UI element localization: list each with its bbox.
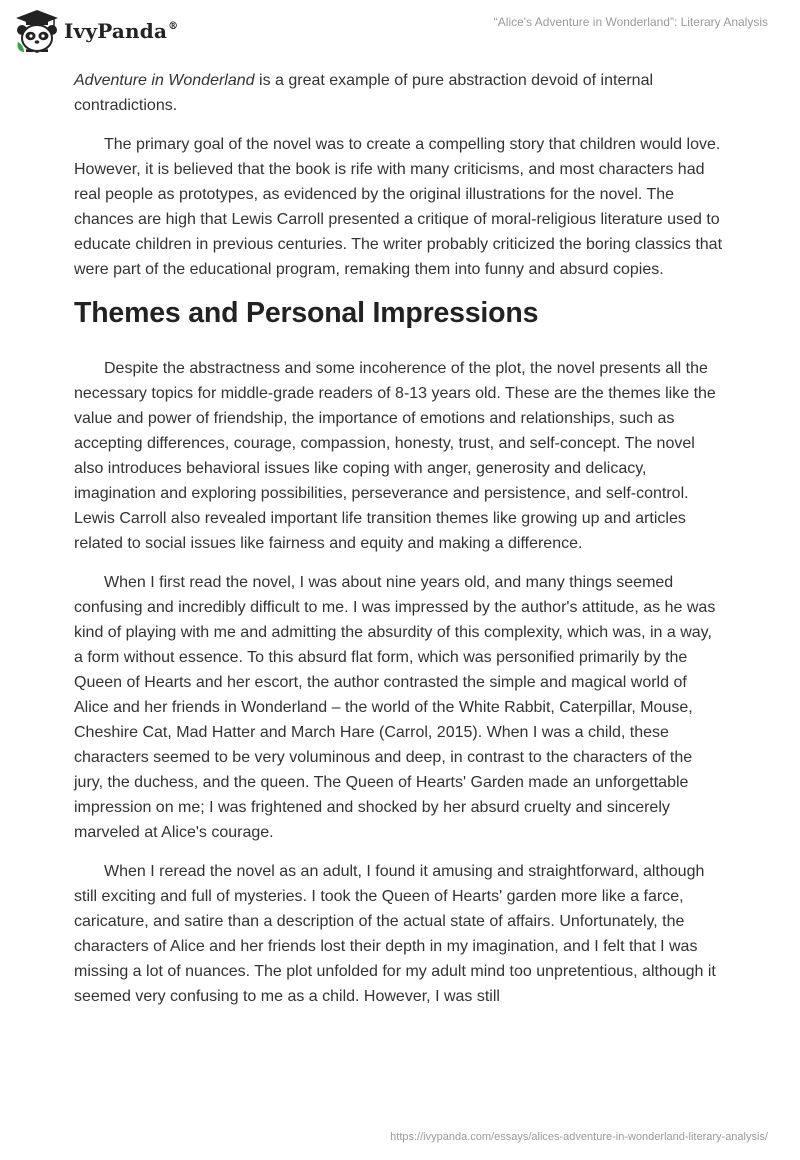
paragraph-first-reading: When I first read the novel, I was about nine years old, and many things seemed confusing and incredibly difficult to me. I was impressed by the author's attitude, as he was kind of playing with me and admitting the absurdity of this complexity, which was, in a way, a form without essence. To this absurd flat form, which was personified primarily by the Queen of Hearts and her escort, the author contrasted the simple and magical world of Alice and her friends in Wonderland – the world of the White Rabbit, Caterpillar, Mouse, Cheshire Cat, Mad Hatter and March Hare (Carrol, 2015). When I was a child, these characters seemed to be very voluminous and deep, in contrast to the characters of the jury, the duchess, and the queen. The Queen of Hearts' Garden made an unforgettable impression on me; I was frightened and shocked by her absurd cruelty and sincerely marveled at Alice's courage. <box>74 574 716 841</box>
document-title: “Alice's Adventure in Wonderland”: Literary Analysis <box>493 15 768 29</box>
book-title-italic: Adventure in Wonderland <box>74 72 255 89</box>
ivypanda-logo[interactable] <box>14 8 178 54</box>
essay-body <box>74 68 724 1023</box>
paragraph-reread: When I reread the novel as an adult, I found it amusing and straightforward, although still exciting and full of mysteries. I took the Queen of Hearts' garden more like a farce, caricature, and satire than a description of the actual state of affairs. Unfortunately, the characters of Alice and her friends lost their depth in my imagination, and I felt that I was missing a lot of nuances. The plot unfolded for my adult mind too unpretentious, although it seemed very confusing to me as a child. However, I was still <box>74 863 716 1005</box>
source-url[interactable]: https://ivypanda.com/essays/alices-adventure-in-wonderland-literary-analysis/ <box>390 1131 768 1143</box>
panda-graduate-icon <box>14 8 60 54</box>
registered-mark: ® <box>168 21 179 32</box>
paragraph-goal: The primary goal of the novel was to create a compelling story that children would love. However, it is believed that the book is rife with many criticisms, and most characters had real people as prototypes, as evidenced by the original illustrations for the novel. The chances are high that Lewis Carroll presented a critique of moral-religious literature used to educate children in previous centuries. The writer probably criticized the boring classics that were part of the educational program, remaking them into funny and absurd copies. <box>74 136 723 278</box>
intro-paragraph <box>74 68 724 118</box>
brand-name: IvyPanda® <box>64 19 179 43</box>
intro-text: is a great example of pure abstraction devoid of internal contradictions. <box>74 72 654 114</box>
paragraph-themes: Despite the abstractness and some incoherence of the plot, the novel presents all the necessary topics for middle-grade readers of 8-13 years old. These are the themes like the value and power of friendship, the importance of emotions and relationships, such as accepting differences, courage, compassion, honesty, trust, and self-concept. The novel also introduces behavioral issues like coping with anger, generosity and delicacy, imagination and exploring possibilities, perseverance and persistence, and self-control. Lewis Carroll also revealed important life transition themes like growing up and articles related to social issues like fairness and equity and making a difference. <box>74 360 716 552</box>
section-heading: Themes and Personal Impressions <box>74 297 539 329</box>
page-header <box>0 0 800 62</box>
